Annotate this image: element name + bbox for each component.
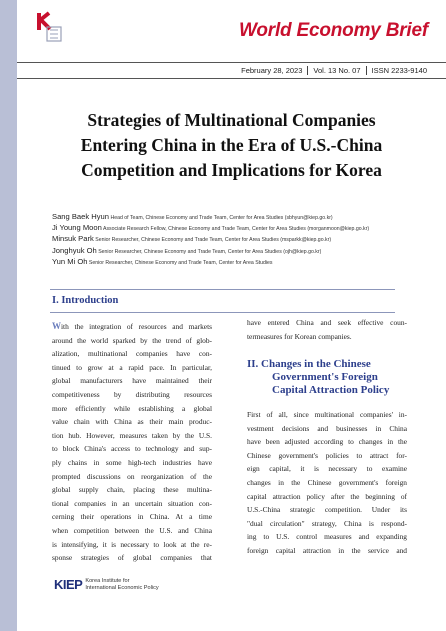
paragraph-line: ply chains in some high-tech industries have <box>52 457 212 467</box>
introduction-column <box>52 320 212 565</box>
paragraph-line: sponse strategies of global companies that <box>52 553 212 563</box>
section-rule-bottom <box>50 312 395 313</box>
author-entry <box>52 212 369 223</box>
paragraph-line: alization, multinational companies have con- <box>52 349 212 359</box>
author-list <box>52 212 369 268</box>
author-entry <box>52 257 369 268</box>
paragraph-line: tional companies in an uncertain situation con- <box>52 498 212 508</box>
paragraph-line: competitiveness by distributing resources <box>52 389 212 399</box>
section-heading-policy-changes <box>247 358 407 397</box>
issue-date: February 28, 2023 <box>241 66 303 75</box>
paragraph-line <box>52 320 212 334</box>
institute-name-line: Korea Institute for <box>85 577 130 584</box>
paragraph-line: global supply chain, placing these multina- <box>52 485 212 495</box>
author-name: Minsuk Park <box>52 234 94 244</box>
left-sidebar-band <box>0 0 17 631</box>
paragraph-line: vestment decisions and businesses in China <box>247 423 407 433</box>
author-entry <box>52 223 369 234</box>
author-role: Senior Researcher, Chinese Economy and Trade Team, Center for Area Studies <box>88 259 273 266</box>
paragraph-line: to block China's access to technology and sup- <box>52 444 212 454</box>
heading-line: II. Changes in the Chinese <box>247 358 371 370</box>
paragraph-line: foreign capital attraction in the service and <box>247 545 407 555</box>
paragraph-line: global manufacturers have maintained their <box>52 376 212 386</box>
paragraph-line: tinued to grow at a rapid pace. In particular, <box>52 362 212 372</box>
author-entry <box>52 234 369 245</box>
issn: ISSN 2233-9140 <box>366 66 432 75</box>
paragraph-line: more efficiently while establishing a global <box>52 403 212 413</box>
institute-name <box>85 578 158 591</box>
heading-line: Capital Attraction Policy <box>272 384 390 396</box>
author-role: Senior Researcher, Chinese Economy and Trade Team, Center for Area Studies (ojh@kiep.go.kr) <box>98 248 322 255</box>
line-text: ith the integration of resources and markets <box>61 322 212 331</box>
author-name: Yun Mi Oh <box>52 256 88 266</box>
paragraph-line: Chinese government's policies to attract for- <box>247 450 407 460</box>
paragraph-line: have entered China and seek effective coun- <box>247 318 407 327</box>
paragraph-line: cerning their operations in China. At a time <box>52 512 212 522</box>
introduction-continued <box>247 316 407 343</box>
issue-meta <box>236 66 432 75</box>
paragraph-line: tion hub. However, measures taken by the U.S. <box>52 430 212 440</box>
title-line: Strategies of Multinational Companies <box>87 110 376 130</box>
title-line: Competition and Implications for Korea <box>81 160 382 180</box>
paragraph-line: is intensifying, it is necessary to look at the re- <box>52 539 212 549</box>
author-role: Associate Research Fellow, Chinese Economy and Trade Team, Center for Area Studies (morganmoon@kiep.go.kr) <box>102 226 370 233</box>
author-name: Sang Baek Hyun <box>52 212 109 221</box>
section-rule-top <box>50 289 395 290</box>
paragraph-line: eign capital, it is necessary to examine <box>247 464 407 474</box>
title-line: Entering China in the Era of U.S.-China <box>80 135 383 155</box>
dropcap: W <box>52 321 61 331</box>
kiep-logo-icon <box>35 10 65 44</box>
institute-name-line: International Economic Policy <box>85 584 159 591</box>
footer-logo <box>54 577 159 592</box>
header-rule-bottom <box>17 78 446 79</box>
paragraph-line: value chain with China as their main produc- <box>52 417 212 427</box>
paragraph-line: have been adjusted according to changes in the <box>247 437 407 447</box>
author-role: Senior Researcher, Chinese Economy and Trade Team, Center for Area Studies (msparkk@kiep.go.kr) <box>95 237 332 244</box>
paragraph-line: capital attraction policy after the beginning of <box>247 491 407 501</box>
paragraph-line: ing to U.S. control measures and expanding <box>247 532 407 542</box>
document-title <box>17 108 446 183</box>
publication-brand: World Economy Brief <box>238 20 428 41</box>
author-name: Ji Young Moon <box>52 223 102 233</box>
paragraph-line: prompted discussions on reorganization of the <box>52 471 212 481</box>
heading-line: Government's Foreign <box>272 371 378 383</box>
policy-column <box>247 408 407 558</box>
kiep-logo-text: KIEP <box>54 577 83 592</box>
paragraph-line: around the world sparked by the trend of glob- <box>52 335 212 345</box>
paragraph-line: when competition between the U.S. and China <box>52 525 212 535</box>
paragraph-line: First of all, since multinational companies' in- <box>247 410 407 419</box>
author-role: Head of Team, Chinese Economy and Trade Team, Center for Area Studies (sbhyun@kiep.go.kr) <box>110 215 333 221</box>
author-entry <box>52 246 369 257</box>
author-name: Jonghyuk Oh <box>52 245 97 255</box>
issue-volume: Vol. 13 No. 07 <box>307 66 365 75</box>
paragraph-line: changes in the Chinese government's foreign <box>247 477 407 487</box>
section-heading-introduction: I. Introduction <box>52 295 119 306</box>
paragraph-line: termeasures for Korean companies. <box>247 331 352 341</box>
paragraph-line: U.S.-China strategic competition. Under its <box>247 505 407 515</box>
header-rule-top <box>17 62 446 63</box>
paragraph-line: "dual circulation" strategy, China is respond- <box>247 518 407 528</box>
